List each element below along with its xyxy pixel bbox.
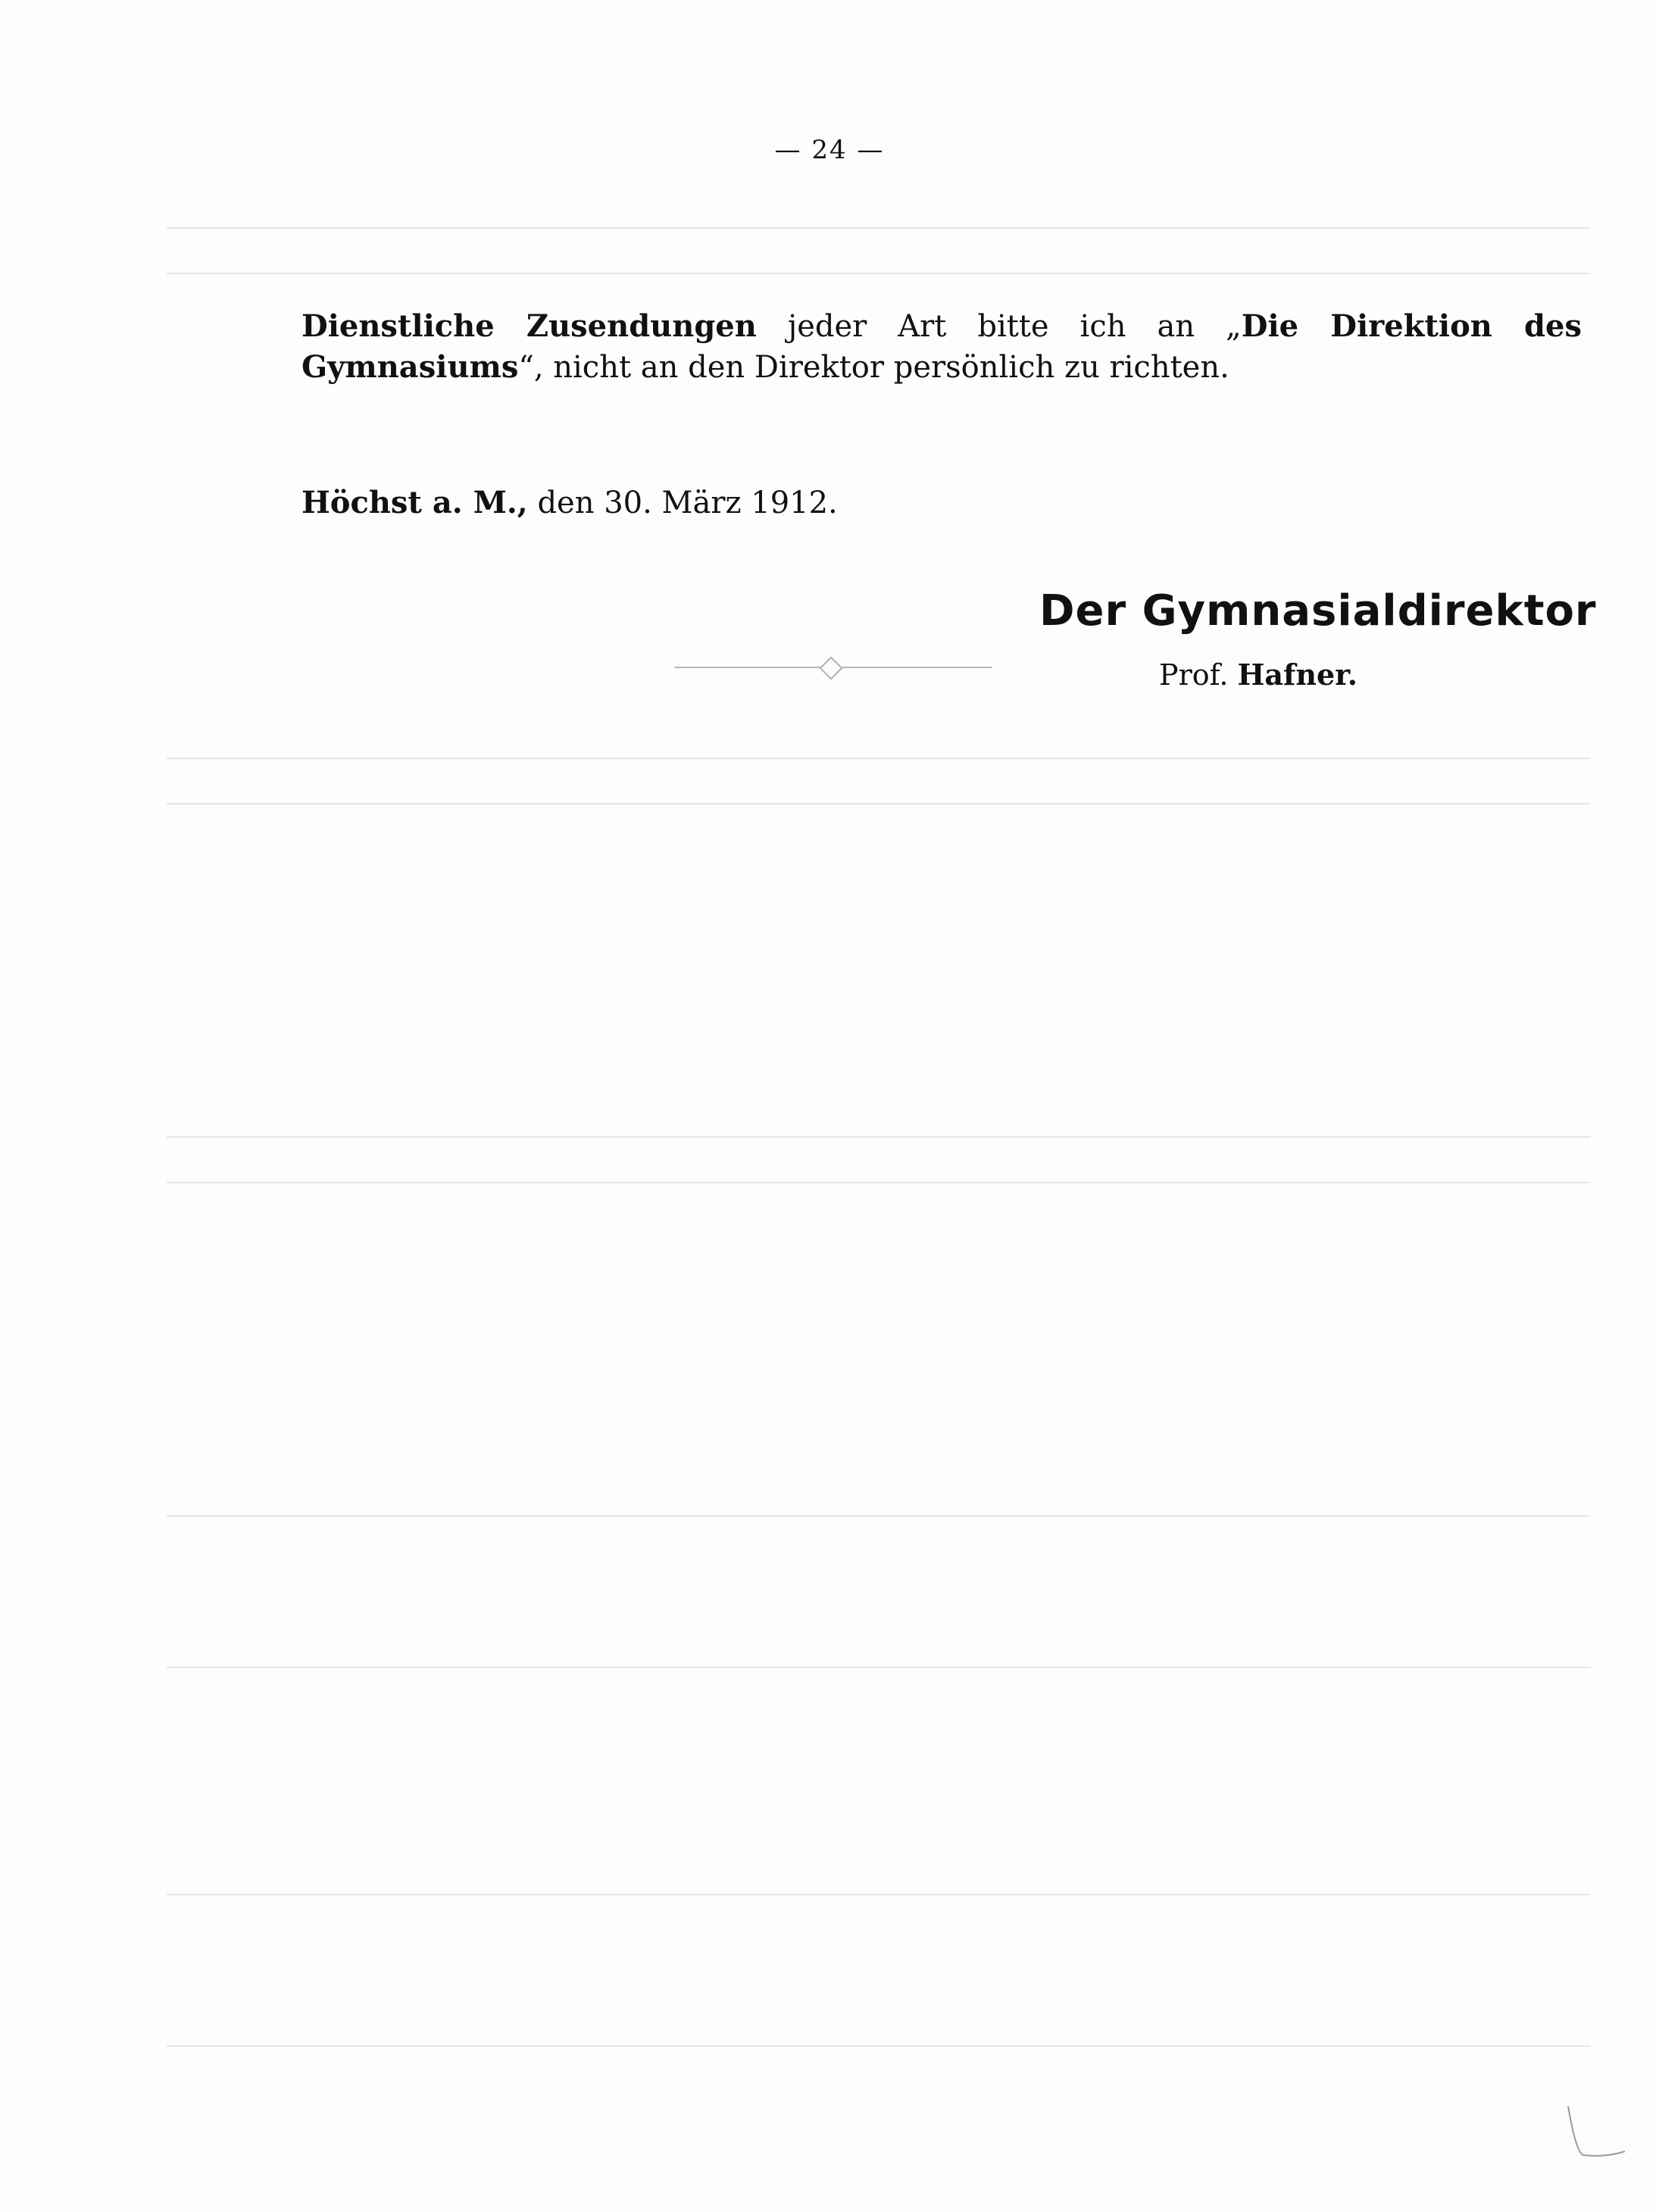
bleed-through-line xyxy=(167,2045,1591,2047)
bleed-through-line xyxy=(167,1515,1591,1517)
bleed-through-line xyxy=(167,1182,1591,1183)
date: den 30. März 1912. xyxy=(527,486,838,520)
signature-office: Der Gymnasialdirektor xyxy=(1039,586,1597,636)
bleed-through-line xyxy=(167,1667,1591,1668)
place: Höchst a. M., xyxy=(301,485,528,520)
bleed-through-line xyxy=(167,1894,1591,1895)
bleed-through-line xyxy=(167,273,1591,274)
bleed-through-line xyxy=(167,1136,1591,1138)
notice-text: jeder Art bitte ich an „ xyxy=(756,309,1242,344)
notice-bold-address: Die Direktion des Gymnasiums xyxy=(301,308,1582,385)
place-and-date xyxy=(301,485,838,520)
signature-surname: Hafner. xyxy=(1237,658,1358,692)
signature-name xyxy=(1159,658,1358,692)
bleed-through-line xyxy=(167,227,1591,229)
signature-title: Prof. xyxy=(1159,658,1238,692)
bleed-through-line xyxy=(167,803,1591,805)
notice-text-end: “, nicht an den Direktor persönlich zu richten. xyxy=(518,350,1229,385)
page-number: — 24 — xyxy=(774,135,885,165)
notice-bold-lead: Dienstliche Zusendungen xyxy=(301,308,757,344)
notice-paragraph xyxy=(301,306,1582,388)
bleed-through-line xyxy=(167,758,1591,759)
ornament-diamond-icon xyxy=(819,656,842,680)
pencil-mark-icon xyxy=(1561,2091,1629,2159)
